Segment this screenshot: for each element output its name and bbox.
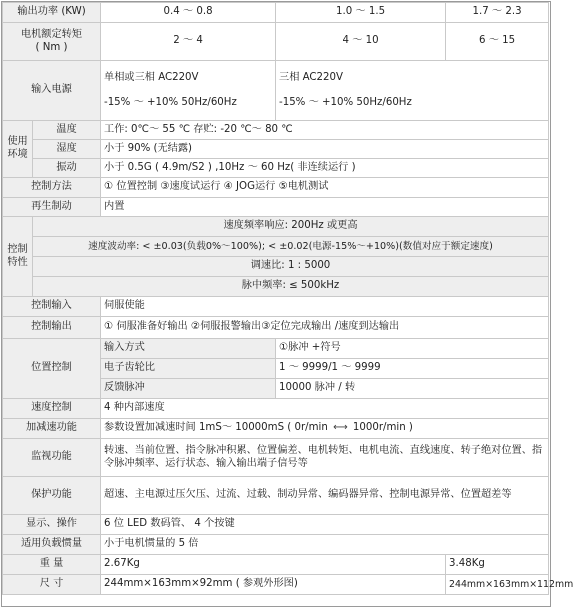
torque-label-line2: ( Nm )	[35, 41, 68, 53]
input-power-a-line1: 单相或三相 AC220V	[104, 71, 199, 83]
inertia-label: 适用负载惯量	[3, 535, 101, 555]
control-input-value: 伺服使能	[101, 297, 549, 317]
char-fluct-row	[3, 237, 549, 257]
display-value: 6 位 LED 数码管、 4 个按键	[101, 515, 549, 535]
char-ratio-row	[3, 257, 549, 277]
accel-value-prefix: 参数设置加减速时间 1mS～ 10000mS ( 0r/min	[104, 422, 328, 434]
control-method-row	[3, 178, 549, 198]
power-value-1: 0.4 ～ 0.8	[101, 3, 276, 23]
input-power-b-line1: 三相 AC220V	[279, 71, 343, 83]
pulse-frequency: 脉中频率: ≤ 500kHz	[33, 277, 549, 297]
monitor-row	[3, 439, 549, 477]
regen-value: 内置	[101, 198, 549, 217]
torque-label-line1: 电机额定转矩	[20, 28, 83, 40]
regen-label: 再生制动	[3, 198, 101, 217]
control-input-row	[3, 297, 549, 317]
monitor-label: 监视功能	[3, 439, 101, 477]
input-power-b-line2: -15% ～ +10% 50Hz/60Hz	[279, 96, 412, 108]
protect-label: 保护功能	[3, 477, 101, 515]
power-value-3: 1.7 ～ 2.3	[446, 3, 549, 23]
power-row	[3, 3, 549, 23]
env-vib-label: 振动	[33, 159, 101, 178]
size-row	[3, 575, 549, 595]
env-temp-row	[3, 121, 549, 140]
control-method-value: ① 位置控制 ③速度试运行 ④ JOG运行 ⑤电机测试	[101, 178, 549, 198]
input-power-b	[276, 61, 549, 121]
speed-control-value: 4 种内部速度	[101, 399, 549, 419]
control-output-row	[3, 317, 549, 339]
inertia-row	[3, 535, 549, 555]
pos-gear-value: 1 ～ 9999/1 ～ 9999	[276, 359, 549, 379]
env-label-line1: 使用	[7, 136, 28, 148]
pos-input-row	[3, 339, 549, 359]
power-label: 输出功率 (KW)	[3, 3, 101, 23]
control-input-label: 控制输入	[3, 297, 101, 317]
control-output-label: 控制输出	[3, 317, 101, 339]
speed-control-label: 速度控制	[3, 399, 101, 419]
pos-feedback-value: 10000 脉冲 / 转	[276, 379, 549, 399]
weight-row	[3, 555, 549, 575]
position-control-label: 位置控制	[3, 339, 101, 399]
env-hum-row	[3, 140, 549, 159]
speed-ratio: 调速比: 1 : 5000	[33, 257, 549, 277]
torque-value-1: 2 ～ 4	[101, 23, 276, 61]
pos-input-value: ①脉冲 +符号	[276, 339, 549, 359]
size-value-1: 244mm×163mm×92mm ( 参观外形图)	[101, 575, 446, 595]
char-pulse-row	[3, 277, 549, 297]
accel-value-suffix: 1000r/min )	[352, 422, 413, 434]
env-hum-value: 小于 90% (无结露)	[101, 140, 549, 159]
double-arrow-icon: ⟷	[333, 422, 348, 434]
input-power-a	[101, 61, 276, 121]
weight-value-1: 2.67Kg	[101, 555, 446, 575]
torque-value-3: 6 ～ 15	[446, 23, 549, 61]
speed-control-row	[3, 399, 549, 419]
control-char-label	[3, 217, 33, 297]
inertia-value: 小于电机惯量的 5 倍	[101, 535, 549, 555]
env-hum-label: 湿度	[33, 140, 101, 159]
env-temp-value: 工作: 0℃～ 55 ℃ 存贮: -20 ℃～ 80 ℃	[101, 121, 549, 140]
env-label-line2: 环境	[7, 149, 28, 160]
size-label: 尺 寸	[3, 575, 101, 595]
monitor-value: 转速、当前位置、指令脉冲积累、位置偏差、电机转矩、电机电流、直线速度、转子绝对位置、指令脉冲频率、运行状态、输入输出端子信号等	[101, 439, 549, 477]
protect-value: 超速、主电源过压欠压、过流、过载、制动异常、编码器异常、控制电源异常、位置超差等	[101, 477, 549, 515]
spec-sheet	[1, 1, 573, 607]
input-power-a-line2: -15% ～ +10% 50Hz/60Hz	[104, 96, 237, 108]
torque-label	[3, 23, 101, 61]
protect-row	[3, 477, 549, 515]
pos-feedback-name: 反馈脉冲	[101, 379, 276, 399]
env-vib-value: 小于 0.5G ( 4.9m/S2 ) ,10Hz ～ 60 Hz( 非连续运行 )	[101, 159, 549, 178]
input-power-label: 输入电源	[3, 61, 101, 121]
accel-row	[3, 419, 549, 439]
spec-table	[2, 2, 573, 595]
input-power-row	[3, 61, 549, 121]
weight-value-2: 3.48Kg	[446, 555, 549, 575]
display-row	[3, 515, 549, 535]
control-char-label-line2: 特性	[7, 256, 28, 268]
freq-response: 速度频率响应: 200Hz 或更高	[33, 217, 549, 237]
control-output-value: ① 伺服准备好输出 ②伺服报警输出③定位完成输出 /速度到达输出	[101, 317, 549, 339]
char-freq-row	[3, 217, 549, 237]
accel-value	[101, 419, 549, 439]
speed-fluctuation: 速度波动率: < ±0.03(负载0%～100%); < ±0.02(电源-15%～+10%)(数值对应于额定速度)	[33, 237, 549, 257]
torque-value-2: 4 ～ 10	[276, 23, 446, 61]
torque-row	[3, 23, 549, 61]
weight-label: 重 量	[3, 555, 101, 575]
control-char-label-line1: 控制	[7, 243, 28, 255]
pos-gear-name: 电子齿轮比	[101, 359, 276, 379]
regen-row	[3, 198, 549, 217]
env-temp-label: 温度	[33, 121, 101, 140]
env-vib-row	[3, 159, 549, 178]
control-method-label: 控制方法	[3, 178, 101, 198]
accel-label: 加减速功能	[3, 419, 101, 439]
display-label: 显示、操作	[3, 515, 101, 535]
size-value-2: 244mm×163mm×112mm	[446, 575, 549, 595]
env-label	[3, 121, 33, 178]
power-value-2: 1.0 ～ 1.5	[276, 3, 446, 23]
pos-input-name: 输入方式	[101, 339, 276, 359]
